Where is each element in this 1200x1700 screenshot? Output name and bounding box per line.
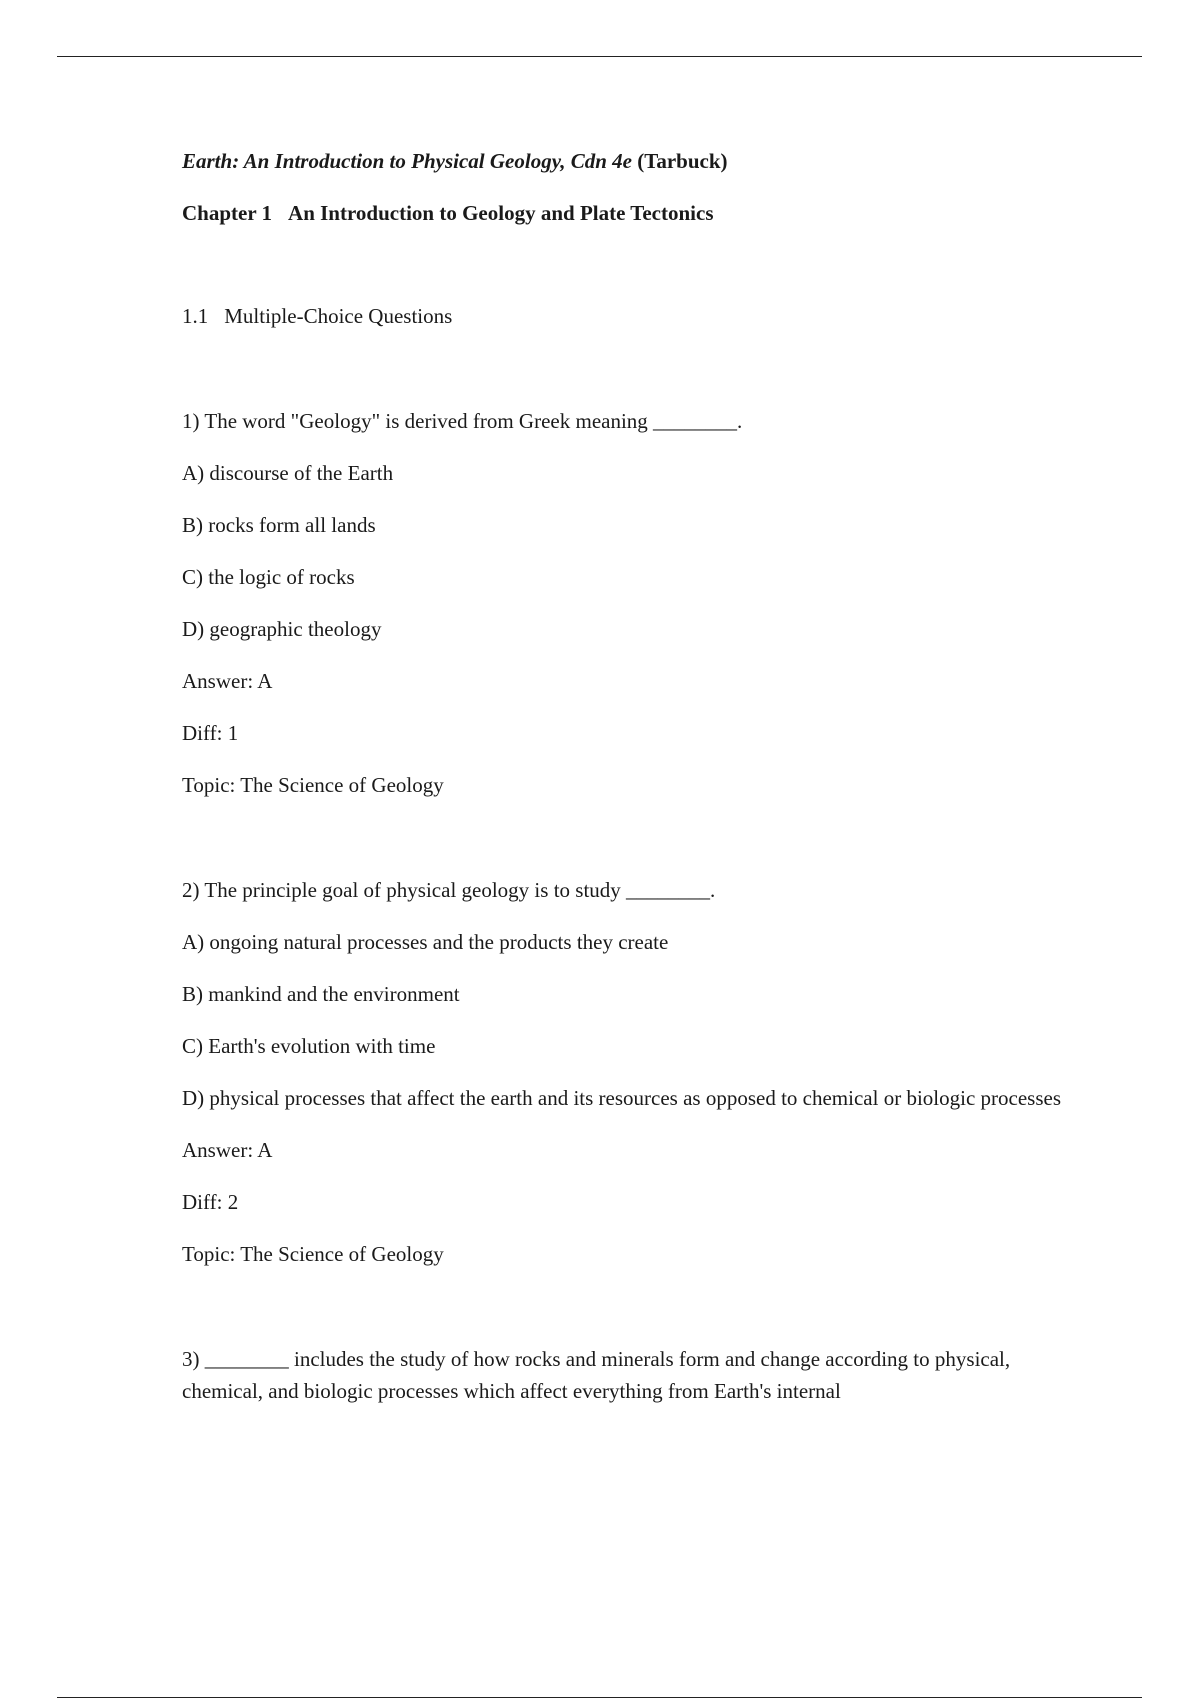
option-a: A) discourse of the Earth: [182, 461, 394, 485]
option-d: D) geographic theology: [182, 617, 382, 641]
difficulty: Diff: 2: [182, 1190, 239, 1214]
question-1: [182, 405, 1062, 801]
topic: Topic: The Science of Geology: [182, 1242, 444, 1266]
answer: Answer: A: [182, 1138, 273, 1162]
option-b: B) mankind and the environment: [182, 982, 460, 1006]
difficulty: Diff: 1: [182, 721, 239, 745]
option-d: D) physical processes that affect the earth and its resources as opposed to chemical or biologic processes: [182, 1086, 1061, 1110]
book-title: [182, 145, 1062, 177]
question-stem: 2) The principle goal of physical geology is to study ________.: [182, 878, 716, 902]
section-title: Multiple-Choice Questions: [224, 304, 453, 328]
document-body: [182, 145, 1062, 1407]
top-rule: [57, 56, 1142, 57]
option-c: C) the logic of rocks: [182, 565, 355, 589]
option-b: B) rocks form all lands: [182, 513, 376, 537]
bottom-rule: [57, 1697, 1142, 1698]
option-a: A) ongoing natural processes and the products they create: [182, 930, 669, 954]
question-2: [182, 874, 1062, 1270]
chapter-title: An Introduction to Geology and Plate Tectonics: [288, 201, 714, 225]
question-stem: 1) The word "Geology" is derived from Greek meaning ________.: [182, 409, 743, 433]
section-number: 1.1: [182, 304, 209, 328]
option-c: C) Earth's evolution with time: [182, 1034, 436, 1058]
answer: Answer: A: [182, 669, 273, 693]
topic: Topic: The Science of Geology: [182, 773, 444, 797]
chapter-heading: [182, 197, 1062, 229]
section-heading: [182, 300, 1062, 332]
book-title-italic: Earth: An Introduction to Physical Geology, Cdn 4e: [182, 149, 632, 173]
book-title-author: (Tarbuck): [632, 149, 728, 173]
question-stem: 3) ________ includes the study of how rocks and minerals form and change according to physical, chemical, and biologic processes which affect everything from Earth's internal: [182, 1347, 1011, 1403]
question-3: [182, 1343, 1062, 1407]
chapter-number: Chapter 1: [182, 201, 273, 225]
